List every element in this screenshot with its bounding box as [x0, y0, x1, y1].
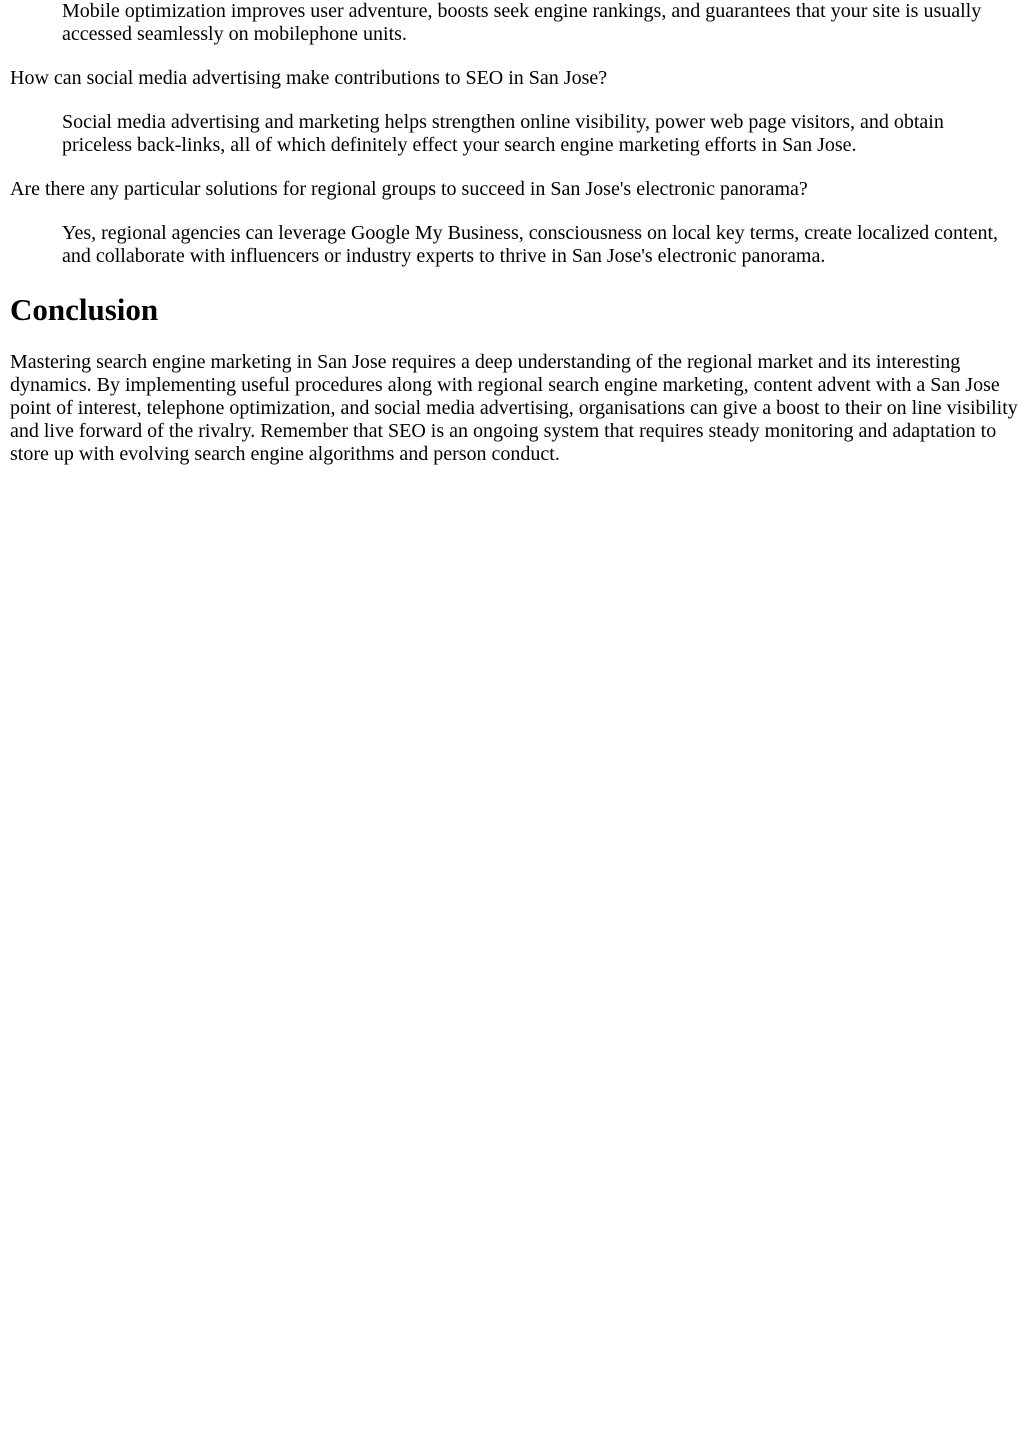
conclusion-heading: Conclusion — [10, 292, 159, 327]
faq-question-social-media: How can social media advertising make contributions to SEO in San Jose? — [10, 67, 608, 89]
faq-answer-social-media: Social media advertising and marketing helps strengthen online visibility, power web page visitors, and obtain priceless back-links, all of which definitely effect your search engine marketing efforts in San Jose. — [62, 111, 944, 156]
faq-question-regional-solutions: Are there any particular solutions for regional groups to succeed in San Jose's electronic panorama? — [10, 178, 808, 200]
faq-answer-regional-solutions: Yes, regional agencies can leverage Google My Business, consciousness on local key terms, create localized content, and collaborate with influencers or industry experts to thrive in San Jose's electronic panorama. — [62, 222, 999, 267]
faq-answer-mobile-optimization: Mobile optimization improves user adventure, boosts seek engine rankings, and guarantees that your site is usually accessed seamlessly on mobilephone units. — [62, 0, 982, 45]
faq-list — [10, 0, 1018, 268]
conclusion-paragraph: Mastering search engine marketing in San Jose requires a deep understanding of the regional market and its interesting dynamics. By implementing useful procedures along with regional search engine marketing, content advent with a San Jose point of interest, telephone optimization, and social media advertising, organisations can give a boost to their on line visibility and live forward of the rivalry. Remember that SEO is an ongoing system that requires steady monitoring and adaptation to store up with evolving search engine algorithms and person conduct. — [10, 351, 1018, 465]
